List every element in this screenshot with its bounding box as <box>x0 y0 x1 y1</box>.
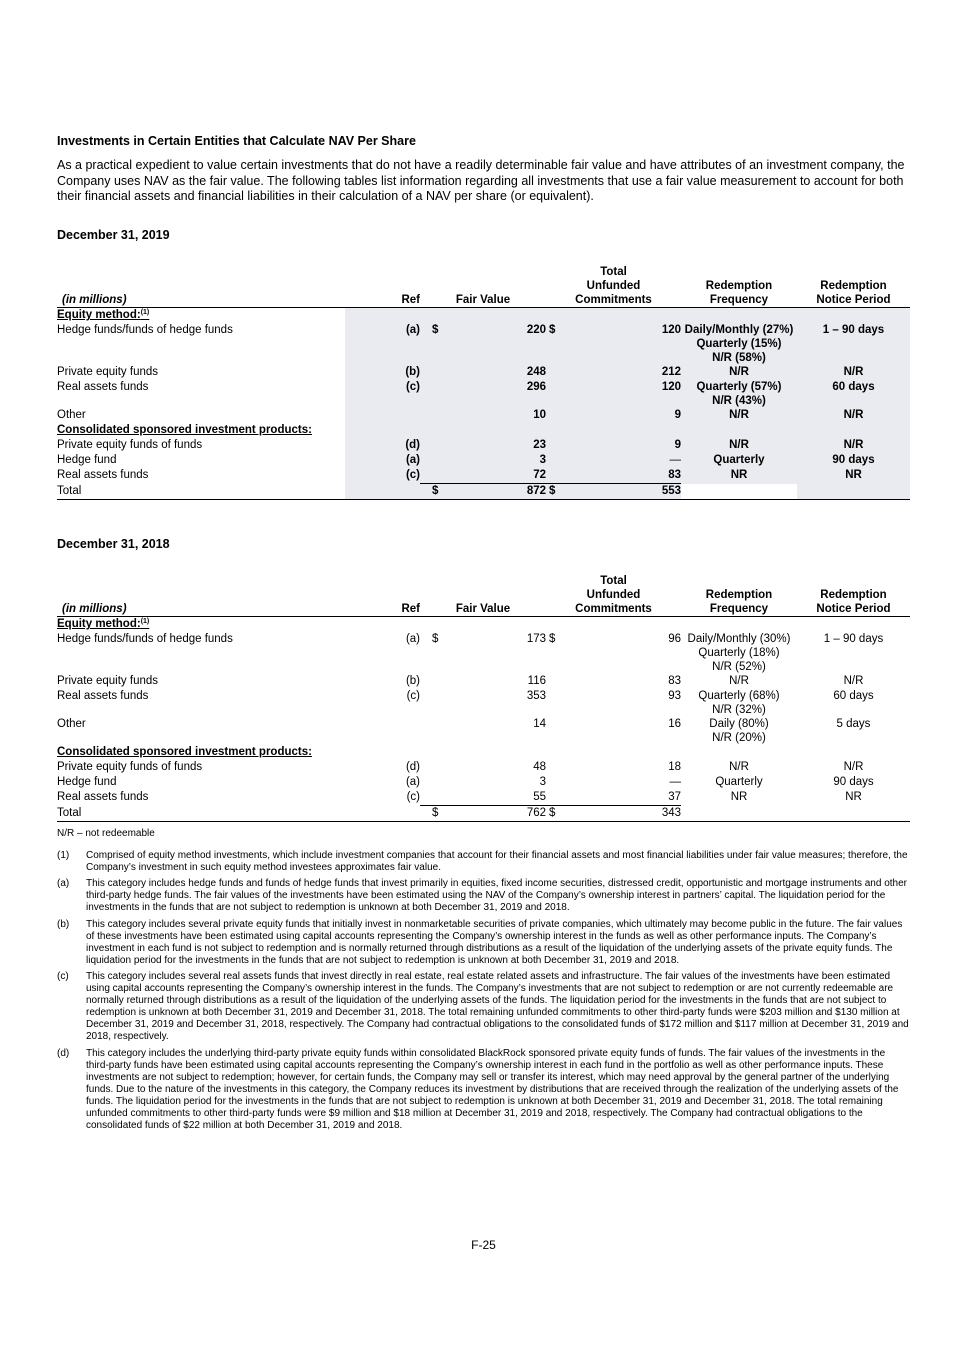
table-cell: 23 <box>440 438 546 453</box>
table-cell <box>681 572 797 617</box>
text-line: Redemption <box>820 280 887 292</box>
footnote <box>57 971 910 1044</box>
text-line: Frequency <box>709 294 769 306</box>
table-cell <box>681 689 797 717</box>
table-cell: (c) <box>406 690 420 702</box>
table-cell: Private equity funds of funds <box>57 761 203 773</box>
table-cell: 872 <box>440 484 546 500</box>
text-line: Total <box>600 266 627 278</box>
table-cell: $ <box>546 484 566 500</box>
empty-cell <box>546 423 566 438</box>
table-cell: 90 days <box>797 453 910 468</box>
empty-cell <box>546 380 566 408</box>
empty-cell <box>546 674 566 689</box>
table-cell: $ <box>546 323 566 365</box>
table-cell: (d) <box>345 438 420 453</box>
text-line: Notice Period <box>816 603 891 615</box>
section-row <box>57 745 910 760</box>
col-header-frequency <box>681 263 797 308</box>
text-line: Equity method: <box>57 309 141 321</box>
table-cell: (d) <box>405 761 420 773</box>
text-line: Redemption <box>820 589 887 601</box>
text-line: This category includes the underlying third-party private equity funds within consolidated BlackRock sponsored private equity funds of funds. The fair values of the investments in the third-party funds have been estimated using capital accounts representing the Company’s ownership interest in each fund in the portfolio as well as other performance inputs. These investments are not subject to redemption; however, for certain funds, the Company may sell or transfer its interest, which may need approval by the general partner of the underlying funds. Due to the nature of the investments in this category, the Company reduces its investment by distributions that are received through the realization of the underlying assets of the funds. The liquidation period for the investments in the funds that are not subject to redemption is unknown at both December 31, 2019 and December 31, 2018. The total remaining unfunded commitments to other third-party funds were $9 million and $18 million at December 31, 2019 and 2018, respectively. The Company had contractual obligations to the consolidated funds of $22 million at both December 31, 2019 and 2018. <box>86 1047 899 1132</box>
table-cell: 18 <box>668 761 681 773</box>
text-line: N/R (20%) <box>712 732 766 744</box>
table-cell: Private equity funds <box>57 366 159 378</box>
empty-cell <box>420 438 440 453</box>
empty-cell <box>420 689 440 717</box>
table-cell: NR <box>845 791 862 803</box>
table-cell: N/R <box>843 675 864 687</box>
table-cell: Total <box>57 806 82 819</box>
text-line: (d) <box>57 1047 70 1059</box>
empty-cell <box>440 308 546 324</box>
section-title: Investments in Certain Entities that Calculate NAV Per Share <box>57 134 416 148</box>
empty-cell <box>546 438 566 453</box>
footnote <box>57 878 910 914</box>
table-row <box>57 674 910 689</box>
text-line: Unfunded <box>586 280 641 292</box>
table-cell: NR <box>681 468 797 484</box>
text-line: Equity method: <box>57 618 141 630</box>
text-line: Commitments <box>575 294 652 306</box>
table-cell: 1 – 90 days <box>797 323 910 365</box>
table-cell: 353 <box>526 690 546 702</box>
table-row <box>57 380 910 408</box>
table-cell <box>681 632 797 674</box>
table-cell: (b) <box>405 675 420 687</box>
table-cell: Fair Value <box>420 572 546 617</box>
footnote <box>57 850 910 874</box>
empty-cell <box>420 717 440 745</box>
text-line: Unfunded <box>586 589 641 601</box>
table-cell: (a) <box>345 323 420 365</box>
table-row <box>57 632 910 674</box>
table-cell: N/R <box>729 761 749 773</box>
text-line: Frequency <box>709 603 769 615</box>
table-cell: 60 days <box>797 380 910 408</box>
table-cell: $ <box>549 807 556 819</box>
table-cell: (a) <box>405 633 420 645</box>
text-line: Quarterly (15%) <box>696 338 782 350</box>
table-2019-heading: December 31, 2019 <box>57 228 170 242</box>
table-cell: 553 <box>566 484 681 500</box>
text-line: Total <box>600 575 627 587</box>
empty-cell <box>546 717 566 745</box>
table-cell: 220 <box>440 323 546 365</box>
empty-cell <box>681 308 797 324</box>
table-cell: 120 <box>566 323 681 365</box>
empty-cell <box>420 468 440 484</box>
text-line: N/R (43%) <box>712 395 766 407</box>
table-cell: Quarterly <box>681 453 797 468</box>
table-cell: Ref <box>345 572 420 617</box>
col-header-ref: Ref <box>345 263 420 308</box>
empty-cell <box>420 674 440 689</box>
table-cell <box>681 323 797 365</box>
table-cell: Real assets funds <box>57 791 149 803</box>
empty-cell <box>797 423 910 438</box>
table-cell: N/R <box>797 365 910 380</box>
empty-cell <box>420 423 440 438</box>
empty-cell <box>566 308 681 324</box>
table-cell: 9 <box>566 408 681 423</box>
empty-cell <box>566 423 681 438</box>
empty-cell <box>546 775 566 790</box>
empty-cell <box>420 308 440 324</box>
table-row <box>57 689 910 717</box>
text-line: Commitments <box>575 603 652 615</box>
table-cell: (b) <box>345 365 420 380</box>
text-line: N/R (52%) <box>712 661 766 673</box>
col-header-fair-value: Fair Value <box>420 263 546 308</box>
table-cell: (a) <box>345 453 420 468</box>
table-cell: Consolidated sponsored investment products: <box>57 746 312 758</box>
empty-cell <box>345 423 420 438</box>
text-line: (1) <box>57 850 70 862</box>
table-row <box>57 468 910 484</box>
text-line: This category includes several real assets funds that invest directly in real estate, real estate related assets and infrastructure. The fair values of the investments have been estimated using capital accounts representing the Company’s ownership interest in the funds. The Company’s investments that are not subject to redemption or are not currently redeemable are normally returned through distributions as a result of the liquidation of the underlying assets of the funds. The liquidation period for the investments in the funds that are not subject to redemption is unknown at both December 31, 2019 and December 31, 2018. The total remaining unfunded commitments to other third-party funds were $203 million and $130 million at December 31, 2019 and December 31, 2018, respectively. The Company had contractual obligations to the consolidated funds of $172 million and $117 million at December 31, 2019 and 2018, respectively. <box>86 970 909 1043</box>
table-cell: Real assets funds <box>57 381 149 393</box>
table-row <box>57 438 910 453</box>
table-cell: 72 <box>440 468 546 484</box>
table-header-row <box>57 572 910 617</box>
table-cell: N/R <box>843 761 864 773</box>
table-cell: 37 <box>566 790 681 806</box>
table-row <box>57 453 910 468</box>
table-row <box>57 775 910 790</box>
nav-table-2018 <box>57 572 910 822</box>
table-row <box>57 408 910 423</box>
table-cell: 60 days <box>833 690 874 702</box>
empty-cell <box>420 775 440 790</box>
table-cell: 90 days <box>833 776 874 788</box>
table-cell: 83 <box>668 675 681 687</box>
table-cell <box>681 717 797 745</box>
table-cell: $ <box>432 633 439 645</box>
text-line: This category includes several private equity funds that initially invest in nonmarketable securities of private companies, which ultimately may become public in the future. The fair values of these investments have been estimated using capital accounts representing the Company’s ownership interest in the funds as well as other performance inputs. The Company’s investment in each fund is not subject to redemption and is normally returned through distributions as a result of the liquidation of the underlying assets of the private equity funds. The liquidation period for the investments in the funds that are not subject to redemption is unknown at both December 31, 2019 and 2018. <box>86 918 903 966</box>
table-cell: (a) <box>405 776 420 788</box>
table-cell: (c) <box>406 791 420 803</box>
nr-definition: N/R – not redeemable <box>57 828 155 839</box>
table-cell: Real assets funds <box>57 469 149 481</box>
table-cell <box>681 380 797 408</box>
consolidated-label: Consolidated sponsored investment products: <box>57 424 312 436</box>
text-line: Quarterly (18%) <box>698 647 780 659</box>
empty-cell <box>546 790 566 806</box>
empty-cell <box>345 484 420 500</box>
table-cell: (c) <box>345 468 420 484</box>
empty-cell <box>546 453 566 468</box>
table-row <box>57 365 910 380</box>
empty-cell <box>546 408 566 423</box>
section-row <box>57 308 910 324</box>
text-line: (1) <box>140 309 150 316</box>
total-row <box>57 484 910 500</box>
text-line: (a) <box>57 878 70 890</box>
table-cell: 14 <box>533 718 546 730</box>
text-line: Daily (80%) <box>709 718 769 730</box>
table-cell: 9 <box>566 438 681 453</box>
table-cell: Hedge funds/funds of hedge funds <box>57 633 233 645</box>
table-cell: 5 days <box>836 718 871 730</box>
table-cell: Real assets funds <box>57 690 149 702</box>
table-cell: 3 <box>440 453 546 468</box>
table-cell: 212 <box>566 365 681 380</box>
empty-cell <box>420 760 440 775</box>
empty-cell <box>546 760 566 775</box>
table-cell: 83 <box>566 468 681 484</box>
table-cell: Other <box>57 409 86 421</box>
table-cell: 16 <box>668 718 681 730</box>
text-line: (b) <box>57 918 70 930</box>
intro-paragraph: As a practical expedient to value certain investments that do not have a readily determinable fair value and have attributes of an investment company, the Company uses NAV as the fair value. The following tables list information regarding all investments that use a fair value measurement to account for both their financial assets and financial liabilities in their calculation of a NAV per share (or equivalent). <box>57 158 905 203</box>
empty-cell <box>345 806 420 822</box>
table-row <box>57 717 910 745</box>
empty-cell <box>546 308 566 324</box>
table-cell: Private equity funds of funds <box>57 439 203 451</box>
table-cell: Private equity funds <box>57 675 159 687</box>
table-cell: N/R <box>797 438 910 453</box>
text-line: Quarterly (68%) <box>698 690 780 702</box>
empty-cell <box>797 308 910 324</box>
empty-cell <box>345 408 420 423</box>
table-cell: 120 <box>566 380 681 408</box>
table-cell: $ <box>420 323 440 365</box>
empty-cell <box>797 484 910 500</box>
table-cell <box>57 617 910 633</box>
footnote <box>57 919 910 967</box>
table-cell: (in millions) <box>57 572 345 617</box>
table-row <box>57 760 910 775</box>
table-cell: 48 <box>533 761 546 773</box>
table-cell: 343 <box>661 807 681 819</box>
table-cell: N/R <box>729 675 749 687</box>
table-cell: $ <box>549 633 556 645</box>
table-cell: Other <box>57 718 86 730</box>
page-number: F-25 <box>471 1238 496 1252</box>
empty-cell <box>797 806 910 822</box>
text-line: This category includes hedge funds and funds of hedge funds that invest primarily in equities, fixed income securities, distressed credit, opportunistic and mortgage instruments and other third-party hedge funds. The fair values of the investments have been estimated using the NAV of the Company’s ownership interest in partners’ capital. The liquidation period for the investments in the funds that are not subject to redemption is unknown at both December 31, 2019 and 2018. <box>86 878 908 914</box>
empty-cell <box>681 423 797 438</box>
table-cell: Quarterly <box>715 776 763 788</box>
table-cell: 96 <box>668 633 681 645</box>
text-line: Comprised of equity method investments, which include investment companies that account for their financial assets and most financial liabilities under fair value measures; therefore, the Company’s investment in such equity method investees approximates fair value. <box>86 850 908 874</box>
empty-cell <box>420 365 440 380</box>
table-cell: 93 <box>668 690 681 702</box>
empty-cell <box>440 423 546 438</box>
empty-cell <box>345 308 420 324</box>
table-cell: (c) <box>345 380 420 408</box>
empty-cell <box>420 453 440 468</box>
text-line: Daily/Monthly (30%) <box>687 633 791 645</box>
empty-cell <box>681 806 797 822</box>
text-line: (c) <box>57 970 69 982</box>
table-cell: 248 <box>440 365 546 380</box>
text-line: N/R (32%) <box>712 704 766 716</box>
table-2018-heading: December 31, 2018 <box>57 537 170 551</box>
table-cell: 55 <box>440 790 546 806</box>
section-row <box>57 423 910 438</box>
empty-cell <box>681 484 797 500</box>
table-cell: NR <box>730 791 748 803</box>
table-cell: Hedge funds/funds of hedge funds <box>57 324 233 336</box>
table-cell: N/R <box>681 408 797 423</box>
empty-cell <box>420 790 440 806</box>
table-cell <box>797 572 910 617</box>
empty-cell <box>420 380 440 408</box>
table-cell: 296 <box>440 380 546 408</box>
table-cell: 1 – 90 days <box>823 633 884 645</box>
empty-cell <box>546 689 566 717</box>
col-header-unfunded <box>546 263 681 308</box>
text-line: Notice Period <box>816 294 891 306</box>
table-cell: N/R <box>681 365 797 380</box>
table-cell: 116 <box>527 675 546 687</box>
table-row <box>57 323 910 365</box>
section-row <box>57 617 910 633</box>
text-line: Quarterly (57%) <box>696 381 782 393</box>
table-cell: NR <box>797 468 910 484</box>
table-cell: N/R <box>681 438 797 453</box>
table-cell: 762 <box>526 807 546 819</box>
empty-cell <box>420 408 440 423</box>
table-cell: 10 <box>440 408 546 423</box>
table-cell: $ <box>420 484 440 500</box>
table-cell: — <box>669 776 681 788</box>
empty-cell <box>546 365 566 380</box>
col-header-notice <box>797 263 910 308</box>
table-cell: Hedge fund <box>57 776 117 788</box>
table-cell: — <box>566 453 681 468</box>
text-line: Daily/Monthly (27%) <box>684 324 794 336</box>
equity-method-label <box>57 308 345 324</box>
empty-cell <box>345 717 420 745</box>
table-cell: $ <box>432 807 439 819</box>
table-cell: Hedge fund <box>57 454 117 466</box>
nav-table-2019 <box>57 263 910 500</box>
footnote <box>57 1048 910 1133</box>
units-label: (in millions) <box>57 263 345 308</box>
table-cell: N/R <box>797 408 910 423</box>
table-cell <box>546 572 681 617</box>
text-line: N/R (58%) <box>712 352 766 364</box>
text-line: (1) <box>140 618 150 625</box>
footnotes <box>57 828 910 1136</box>
empty-cell <box>546 468 566 484</box>
table-row <box>57 790 910 806</box>
table-cell: Total <box>57 484 82 497</box>
total-row <box>57 806 910 822</box>
text-line: Redemption <box>705 280 773 292</box>
table-cell: 173 <box>526 633 546 645</box>
table-header-row <box>57 263 910 308</box>
text-line: Redemption <box>705 589 773 601</box>
table-cell: 3 <box>539 776 546 788</box>
